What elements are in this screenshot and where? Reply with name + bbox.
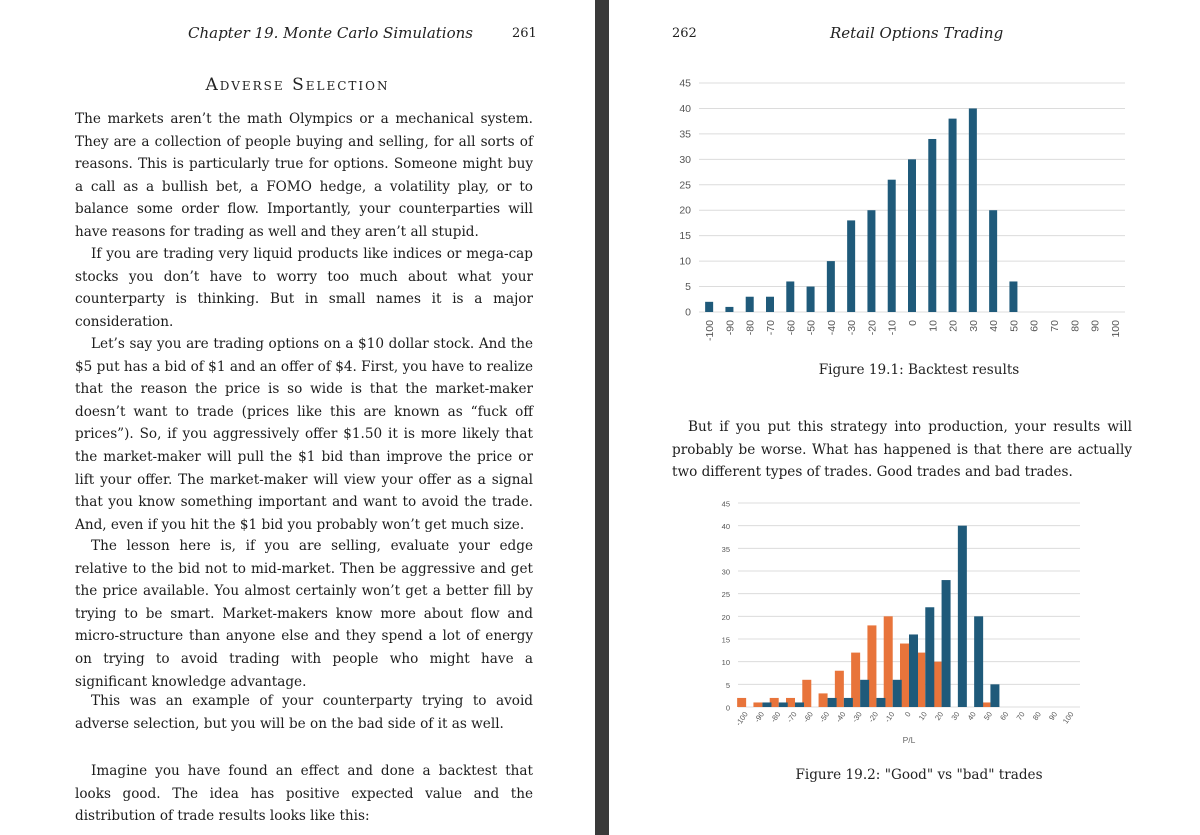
bar-good--90 [762,702,771,707]
y-tick-label: 10 [679,255,691,268]
x-tick-label: 50 [981,709,995,722]
bar-values-40 [989,210,997,312]
bar-values--10 [888,180,896,312]
bar-bad--10 [884,616,893,707]
x-tick-label: 70 [1014,709,1027,722]
x-axis-label: P/L [902,735,916,745]
bar-good-40 [974,616,983,707]
x-tick-label: 0 [907,320,919,326]
figure-caption-2: Figure 19.2: "Good" vs "bad" trades [795,767,1043,783]
x-tick-label: 30 [949,709,962,722]
bar-good--30 [860,680,869,707]
bar-values-20 [949,119,957,312]
y-tick-label: 15 [679,230,691,243]
y-tick-label: 10 [721,658,730,668]
x-tick-label: 70 [1049,320,1061,332]
x-tick-label: -60 [785,320,798,336]
x-tick-label: -90 [724,320,737,336]
x-tick-label: 90 [1089,320,1102,332]
book-spine [595,0,609,835]
x-tick-label: -60 [801,709,815,725]
x-tick-label: 90 [1047,709,1060,722]
x-tick-label: -80 [744,320,757,336]
x-tick-label: -20 [866,320,879,336]
x-tick-label: -20 [866,709,881,725]
good-vs-bad-histogram-chart [705,495,1085,755]
x-tick-label: -70 [765,320,777,336]
bar-good--40 [844,698,853,707]
y-tick-label: 25 [721,590,730,600]
x-tick-label: -80 [768,709,783,725]
x-tick-label: -50 [805,320,818,336]
section-title: Adverse Selection [205,75,390,95]
bar-bad--50 [819,693,828,707]
x-tick-label: -50 [817,709,832,725]
bar-values-50 [1009,281,1017,312]
x-tick-label: -30 [846,320,859,336]
paragraph-4: The lesson here is, if you are selling, evaluate your edge relative to the bid not to mid-market. Then be aggressive and get the price available. You almost certainly won’t get a better fill by trying to be smart. Market-makers know more about flow and micro-structure than anyone else and they spend a lot of energy on trying to avoid trading with people who might have a significant knowledge advantage. [75,538,533,690]
y-tick-label: 5 [725,680,730,690]
page-number-left: 261 [512,26,537,41]
x-tick-label: 80 [1030,709,1043,722]
bar-good--20 [876,698,885,707]
x-tick-label: 10 [916,709,929,722]
bar-values-0 [908,159,916,312]
bar-values--70 [766,297,774,312]
y-tick-label: 35 [721,544,730,554]
paragraph-right: But if you put this strategy into production, your results will probably be worse. What has happened is that there are actually two different types of trades. Good trades and bad trades. [672,419,1132,481]
x-tick-label: -40 [825,320,838,336]
y-tick-label: 35 [679,128,691,141]
bar-values-10 [928,139,936,312]
x-tick-label: 10 [927,320,940,332]
bar-bad--100 [737,698,746,707]
bar-good--70 [795,702,804,707]
running-head-left: Chapter 19. Monte Carlo Simulations [188,24,473,42]
x-tick-label: 60 [998,709,1011,722]
x-tick-label: -100 [704,320,717,342]
bar-good--50 [828,698,837,707]
bar-good-0 [909,634,918,707]
left-page [0,0,595,835]
backtest-histogram-chart [665,72,1135,357]
x-tick-label: 20 [947,320,960,332]
y-tick-label: 5 [685,281,691,294]
paragraph-1: The markets aren’t the math Olympics or a mechanical system. They are a collection of people buying and selling, for all sorts of reasons. This is particularly true for options. Someone might buy a call as a bullish bet, a FOMO hedge, a volatility play, or to balance some order flow. Importantly, your counterparties will have reasons for trading as well and they aren’t all stupid. [75,111,533,240]
right-page [609,0,1200,835]
y-tick-label: 20 [721,612,730,622]
bar-values--40 [827,261,835,312]
x-tick-label: 100 [1109,320,1122,338]
figure-caption-1: Figure 19.1: Backtest results [818,362,1020,378]
y-tick-label: 20 [679,204,691,217]
y-tick-label: 0 [725,703,730,713]
y-tick-label: 40 [721,522,730,532]
bar-good--80 [779,702,788,707]
bar-values--50 [807,287,815,312]
bar-good-50 [990,684,999,707]
page-number-right: 262 [672,26,697,41]
bar-values--80 [746,297,754,312]
x-tick-label: 80 [1069,320,1082,332]
paragraph-5: This was an example of your counterparty trying to avoid adverse selection, but you will be on the bad side of it as well. [75,693,533,732]
bar-bad--90 [753,702,762,707]
bar-values-30 [969,108,977,312]
x-tick-label: 20 [933,709,946,722]
x-tick-label: -40 [833,709,848,725]
y-tick-label: 15 [721,635,730,645]
bar-good-20 [942,580,951,707]
paragraph-2: If you are trading very liquid products like indices or mega-cap stocks you don’t have to worry too much about what your counterparty is thinking. But in small names it is a major consideration. [75,246,533,330]
x-tick-label: 40 [988,320,1001,332]
paragraph-3: Let’s say you are trading options on a $10 dollar stock. And the $5 put has a bid of $1 and an offer of $4. First, you have to realize that the reason the price is so wide is that the market-maker doesn’t want to trade (prices like this are known as “fuck off prices”). So, if you aggressively offer $1.50 it is more likely that the market-maker will pull the $1 bid than improve the price or lift your offer. The market-maker will view your offer as a signal that you know something important and want to avoid the trade. And, even if you hit the $1 bid you probably won’t get much size. [75,336,533,533]
y-tick-label: 0 [685,306,691,319]
x-tick-label: -90 [752,709,767,725]
y-tick-label: 40 [679,102,691,115]
y-tick-label: 30 [679,153,691,166]
bar-values--60 [786,281,794,312]
running-head-right: Retail Options Trading [830,24,1004,42]
bar-values--100 [705,302,713,312]
x-tick-label: 40 [965,709,978,722]
bar-values--30 [847,220,855,312]
bar-good--10 [893,680,902,707]
x-tick-label: 100 [1060,709,1076,726]
x-tick-label: 60 [1028,320,1041,332]
x-tick-label: -10 [886,320,899,336]
x-tick-label: 50 [1008,320,1021,332]
bar-good-10 [925,607,934,707]
bar-values--20 [867,210,875,312]
x-tick-label: -10 [882,709,897,725]
x-tick-label: 30 [967,320,980,332]
y-tick-label: 25 [679,179,691,192]
bar-good-30 [958,526,967,707]
x-tick-label: 0 [902,709,913,719]
y-tick-label: 30 [721,567,730,577]
bar-values--90 [725,307,733,312]
x-tick-label: -100 [733,709,750,728]
x-tick-label: -70 [785,709,799,725]
y-tick-label: 45 [721,499,730,509]
x-tick-label: -30 [850,709,864,725]
paragraph-6: Imagine you have found an effect and done a backtest that looks good. The idea has positive expected value and the distribution of trade results looks like this: [75,763,533,825]
y-tick-label: 45 [679,77,691,90]
